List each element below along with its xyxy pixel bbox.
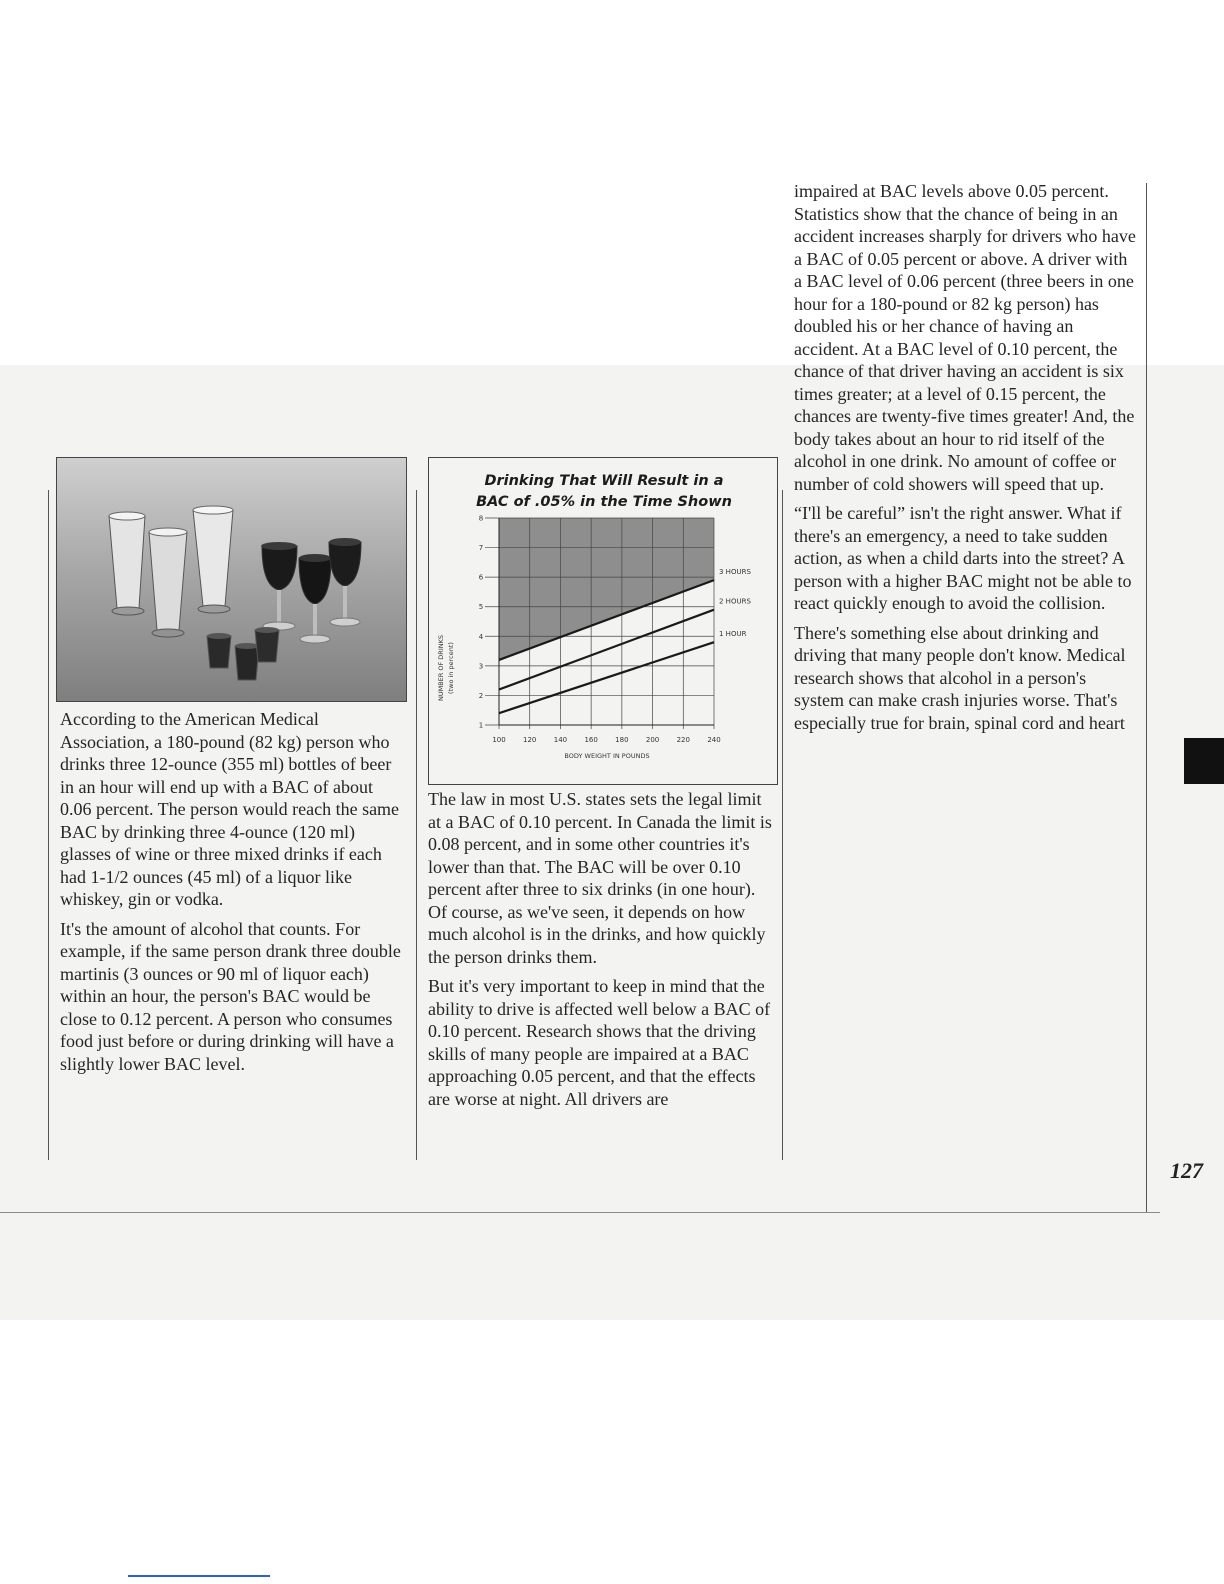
- chart-x-tick-label: 200: [645, 736, 660, 744]
- shot-glass-icon: [255, 627, 279, 662]
- chart-y-tick-label: 6: [478, 573, 484, 582]
- page-bottom-rule: [0, 1212, 1160, 1213]
- paragraph: “I'll be careful” isn't the right answer. What if there's an emergency, a need to take sudden action, as when a child darts into the street? A person with a higher BAC might not be able to react quickly enough to avoid the collision.: [794, 503, 1132, 613]
- chart-x-tick-label: 120: [523, 736, 537, 744]
- chart-shaded-region: [499, 518, 714, 660]
- chart-x-tick-label: 100: [492, 736, 506, 744]
- paragraph: According to the American Medical Association, a 180-pound (82 kg) person who drinks three 12-ounce (355 ml) bottles of beer in an hour will end up with a BAC of about 0.06 percent. The person would reach the same BAC by drinking three 4-ounce (120 ml) glasses of wine or three mixed drinks if each had 1-1/2 ounces (45 ml) of a liquor like whiskey, gin or vodka.: [60, 709, 400, 909]
- column-rule-outer: [1146, 183, 1147, 1213]
- column-rule-middle: [416, 490, 417, 1160]
- chart-y-tick-label: 2: [478, 691, 484, 700]
- wine-glass-icon: [299, 554, 331, 643]
- chart-series-label: 1 HOUR: [719, 630, 747, 639]
- chart-y-tick-label: 7: [478, 544, 484, 553]
- beer-glass-icon: [193, 506, 233, 613]
- column-rule-left: [48, 490, 49, 1160]
- chart-x-tick-label: 160: [584, 736, 598, 744]
- column-right: [794, 180, 1139, 741]
- chart-title-line-1: Drinking That Will Result in a: [484, 473, 724, 489]
- chart-y-tick-label: 8: [478, 514, 484, 523]
- y-axis-label-line-2: (two in percent): [447, 642, 455, 694]
- paragraph: There's something else about drinking and driving that many people don't know. Medical research shows that alcohol in a person's system can make crash injuries worse. That's especially true for brain, spinal cord and heart: [794, 622, 1126, 733]
- drinks-photo: [56, 457, 407, 702]
- paragraph: impaired at BAC levels above 0.05 percent. Statistics show that the chance of being in an accident increases sharply for drivers who have a BAC of 0.05 percent or above. A driver with a BAC level of 0.06 percent (three beers in one hour for a 180-pound or 82 kg person) has doubled his or her chance of having an accident. At a BAC level of 0.10 percent, the chance of that driver having an accident is six times greater; at a level of 0.15 percent, the chances are twenty-five times greater! And, the body takes about an hour to rid itself of the alcohol in one drink. No amount of coffee or number of cold showers will speed that up.: [794, 181, 1136, 494]
- y-axis-label-line-1: NUMBER OF DRINKS: [437, 635, 445, 701]
- chart-series-label: 3 HOURS: [719, 568, 751, 577]
- shot-glass-icon: [235, 643, 259, 680]
- wine-glass-icon: [329, 538, 361, 626]
- chart-y-tick-label: 4: [478, 632, 484, 641]
- column-middle: [428, 788, 773, 1117]
- chart-y-tick-label: 1: [478, 721, 484, 730]
- chart-title-line-2: BAC of .05% in the Time Shown: [476, 494, 732, 510]
- bac-chart: [428, 457, 778, 785]
- paragraph: But it's very important to keep in mind that the ability to drive is affected well below a BAC of 0.10 percent. Research shows that the driving skills of many people are impaired at a BAC approaching 0.05 percent, and that the effects are worse at night. All drivers are: [428, 976, 771, 1109]
- beer-glass-icon: [109, 512, 145, 615]
- chart-y-tick-label: 5: [478, 603, 484, 612]
- beer-glass-icon: [149, 528, 187, 637]
- paragraph: The law in most U.S. states sets the legal limit at a BAC of 0.10 percent. In Canada the limit is 0.08 percent, and in some other countries it's lower than that. The BAC will be over 0.10 percent after three to six drinks (in one hour). Of course, as we've seen, it depends on how much alcohol is in the drinks, and how quickly the person drinks them.: [428, 789, 772, 967]
- shot-glass-icon: [207, 633, 231, 668]
- page-number: 127: [1170, 1158, 1203, 1183]
- chart-x-tick-label: 220: [676, 736, 690, 744]
- chart-y-tick-label: 3: [478, 662, 484, 671]
- chart-x-tick-label: 180: [615, 736, 629, 744]
- column-left: [60, 708, 405, 1082]
- drinks-illustration: [57, 458, 407, 702]
- paragraph: It's the amount of alcohol that counts. For example, if the same person drank three double martinis (3 ounces or 90 ml of liquor each) within an hour, the person's BAC would be close to 0.12 percent. A person who consumes food just before or during drinking will have a slightly lower BAC level.: [60, 918, 401, 1074]
- chart-series-label: 2 HOURS: [719, 597, 751, 606]
- column-rule-right: [782, 490, 783, 1160]
- footer-link-underline: [128, 1575, 270, 1577]
- x-axis-label: BODY WEIGHT IN POUNDS: [564, 752, 650, 760]
- chart-x-tick-label: 140: [553, 736, 568, 744]
- section-tab-marker: [1184, 738, 1224, 784]
- chart-x-tick-label: 240: [707, 736, 721, 744]
- wine-glass-icon: [261, 542, 297, 630]
- chart-plot: [429, 458, 779, 786]
